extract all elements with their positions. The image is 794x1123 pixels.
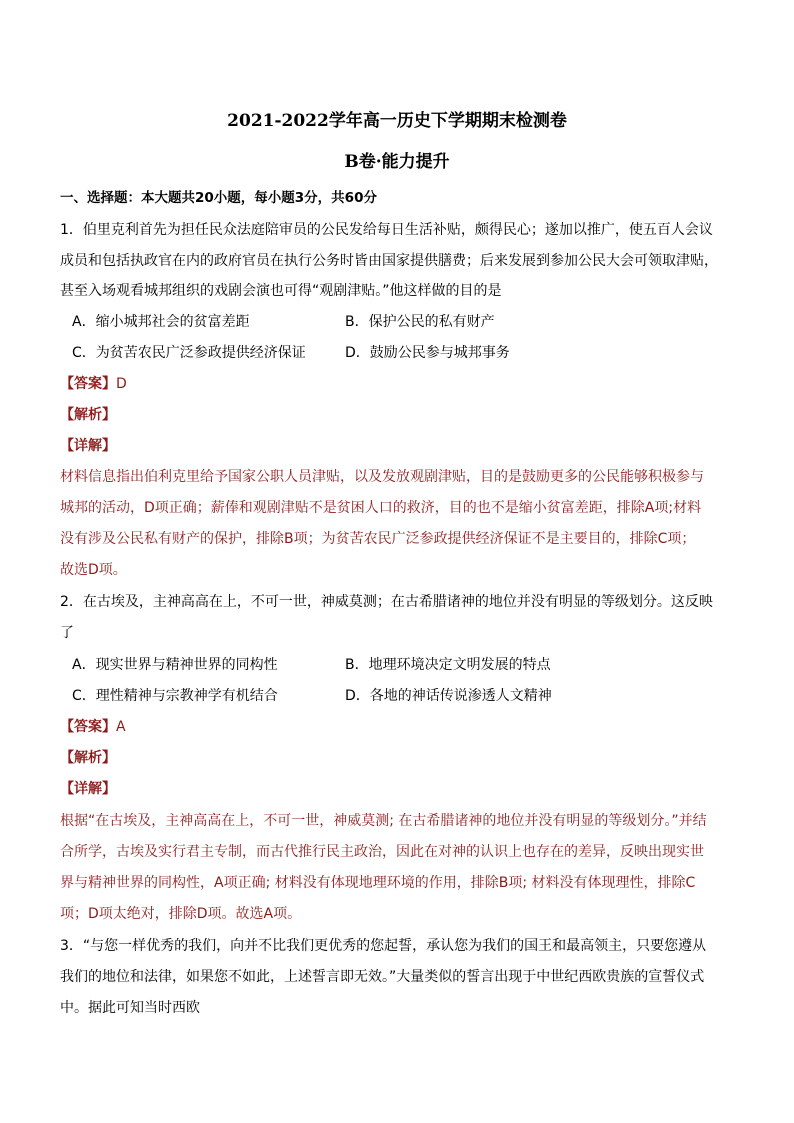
q2-detail-label [60,778,116,798]
q1-detail-line-2: 城邦的活动，D项正确；薪俸和观剧津贴不是贫困人口的救济，目的也不是缩小贫富差距，排除A项;材料 [60,500,702,516]
q3-stem-line-3: 中。据此可知当时西欧 [60,1000,200,1016]
q1-option-d: D．鼓励公民参与城邦事务 [345,345,510,361]
section-heading: 一、选择题：本大题共20小题，每小题3分，共60分 [60,190,377,206]
q2-detail-line-4: 项；D项太绝对，排除D项。故选A项。 [60,906,302,922]
q1-detail-line-3: 没有涉及公民私有财产的保护，排除B项；为贫苦农民广泛参政提供经济保证不是主要目的，排除C项； [60,531,696,547]
q1-detail-line-1: 材料信息指出伯利克里给予国家公职人员津贴，以及发放观剧津贴，目的是鼓励更多的公民能够积极参与 [60,469,704,485]
q2-stem-line-1: 2．在古埃及，主神高高在上，不可一世，神威莫测；在古希腊诸神的地位并没有明显的等级划分。这反映 [60,594,713,610]
q2-option-d: D．各地的神话传说渗透人文精神 [345,688,552,704]
analysis-label: 【解析】 [60,750,116,766]
q3-stem-line-1: 3．“与您一样优秀的我们，向并不比我们更优秀的您起誓，承认您为我们的国王和最高领主，只要您遵从 [60,938,707,954]
q2-option-b: B．地理环境决定文明发展的特点 [345,657,551,673]
analysis-label: 【解析】 [60,407,116,423]
q1-detail-line-4: 故选D项。 [60,562,127,578]
answer-label: 【答案】 [60,376,116,392]
q2-answer [60,716,126,736]
q1-answer [60,373,127,393]
q2-option-a: A．现实世界与精神世界的同构性 [72,657,278,673]
exam-subtitle: B卷·能力提升 [344,152,450,172]
q1-stem-line-2: 成员和包括执政官在内的政府官员在执行公务时皆由国家提供膳费；后来发展到参加公民大会可领取津贴， [60,253,718,269]
q1-answer-value: D [116,376,127,392]
q2-analysis-label [60,747,116,767]
detail-label: 【详解】 [60,781,116,797]
q1-stem-line-1: 1．伯里克利首先为担任民众法庭陪审员的公民发给每日生活补贴，颇得民心；遂加以推广，使五百人会议 [60,222,713,238]
q1-analysis-label [60,404,116,424]
q2-detail-line-2: 合所学，古埃及实行君主专制，而古代推行民主政治，因此在对神的认识上也存在的差异，反映出现实世 [60,844,704,860]
q3-stem-line-2: 我们的地位和法律，如果您不如此，上述誓言即无效。”大量类似的誓言出现于中世纪西欧贵族的宣誓仪式 [60,969,705,985]
q2-detail-line-1: 根据“在古埃及，主神高高在上，不可一世，神威莫测; 在古希腊诸神的地位并没有明显的等级划分。”并结 [60,813,707,829]
q1-stem-line-3: 甚至入场观看城邦组织的戏剧会演也可得“观剧津贴。”他这样做的目的是 [60,283,502,299]
answer-label: 【答案】 [60,719,116,735]
q2-option-c: C．理性精神与宗教神学有机结合 [72,688,278,704]
q2-answer-value: A [116,719,126,735]
exam-title: 2021-2022学年高一历史下学期期末检测卷 [227,111,567,131]
q1-option-a: A．缩小城邦社会的贫富差距 [72,314,250,330]
q1-option-c: C．为贫苦农民广泛参政提供经济保证 [72,345,306,361]
q1-option-b: B．保护公民的私有财产 [345,314,495,330]
q2-stem-line-2: 了 [60,625,74,641]
q2-detail-line-3: 界与精神世界的同构性，A项正确; 材料没有体现地理环境的作用，排除B项; 材料没有体现理性，排除C [60,875,696,891]
detail-label: 【详解】 [60,438,116,454]
q1-detail-label [60,435,116,455]
